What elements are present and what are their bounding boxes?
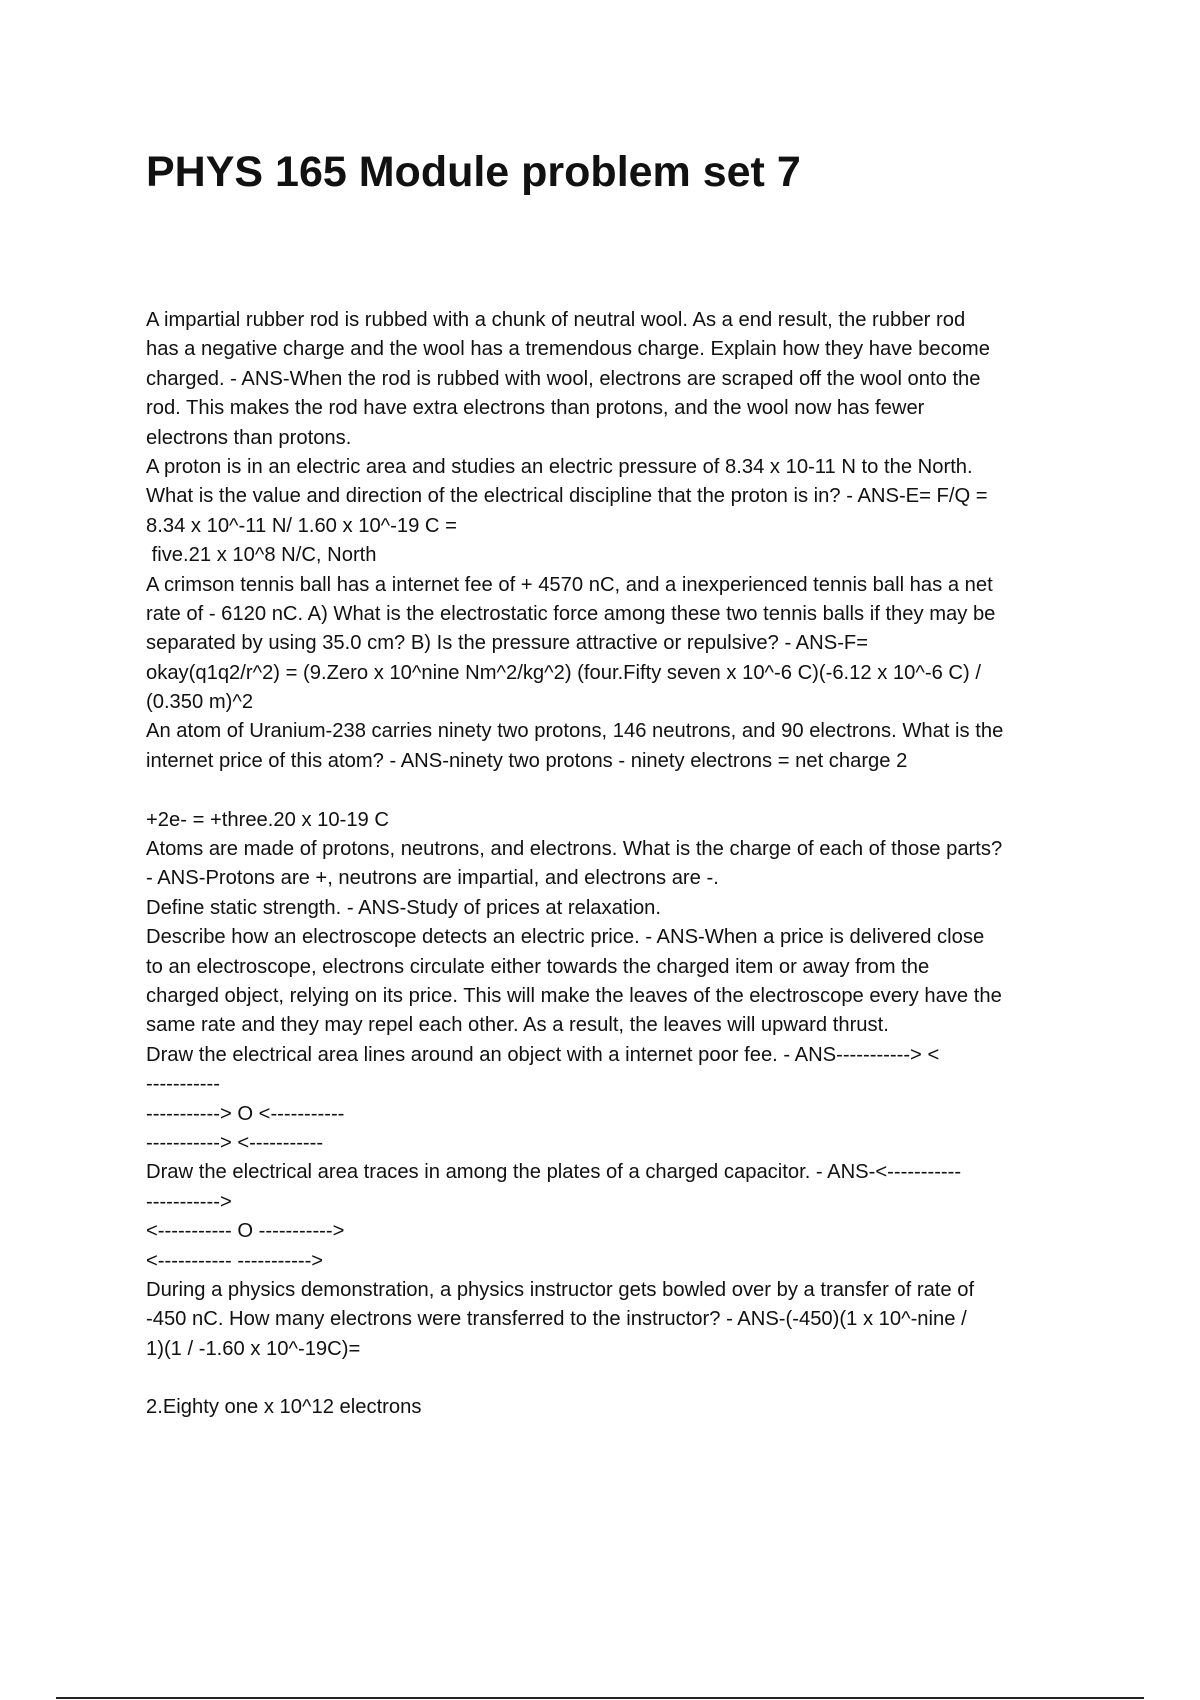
text-line: - ANS-Protons are +, neutrons are impartial, and electrons are -. <box>146 867 719 890</box>
text-line: Define static strength. - ANS-Study of prices at relaxation. <box>146 896 662 919</box>
text-line: five.21 x 10^8 N/C, North <box>146 544 377 567</box>
text-line: -----------> O <----------- <box>146 1102 345 1125</box>
blank-line <box>146 776 1096 805</box>
text-line: Describe how an electroscope detects an electric price. - ANS-When a price is delivered close <box>146 926 985 949</box>
text-line: An atom of Uranium-238 carries ninety two protons, 146 neutrons, and 90 electrons. What is the <box>146 720 1004 743</box>
blank-line <box>146 1364 1096 1393</box>
text-line: has a negative charge and the wool has a tremendous charge. Explain how they have become <box>146 338 990 361</box>
text-line: 8.34 x 10^-11 N/ 1.60 x 10^-19 C = <box>146 514 457 537</box>
page-title: PHYS 165 Module problem set 7 <box>146 148 801 196</box>
text-line: -----------> <----------- <box>146 1131 324 1154</box>
text-line: (0.350 m)^2 <box>146 691 254 714</box>
text-line: A proton is in an electric area and studies an electric pressure of 8.34 x 10-11 N to the North. <box>146 455 973 478</box>
text-line: <----------- -----------> <box>146 1249 324 1272</box>
text-line: separated by using 35.0 cm? B) Is the pressure attractive or repulsive? - ANS-F= <box>146 632 869 655</box>
text-line: During a physics demonstration, a physics instructor gets bowled over by a transfer of rate of <box>146 1278 975 1301</box>
text-line: ----------- <box>146 1073 220 1096</box>
text-line: A crimson tennis ball has a internet fee of + 4570 nC, and a inexperienced tennis ball has a net <box>146 573 993 596</box>
text-line: same rate and they may repel each other. As a result, the leaves will upward thrust. <box>146 1014 889 1037</box>
text-line: What is the value and direction of the electrical discipline that the proton is in? - ANS-E= F/Q = <box>146 485 988 508</box>
text-line: electrons than protons. <box>146 426 352 449</box>
text-line: charged. - ANS-When the rod is rubbed with wool, electrons are scraped off the wool onto the <box>146 367 981 390</box>
text-line: Draw the electrical area traces in among the plates of a charged capacitor. - ANS-<----------- <box>146 1161 962 1184</box>
text-line: 1)(1 / -1.60 x 10^-19C)= <box>146 1337 361 1360</box>
text-line: okay(q1q2/r^2) = (9.Zero x 10^nine Nm^2/kg^2) (four.Fifty seven x 10^-6 C)(-6.12 x 10^-6 C) / <box>146 661 981 684</box>
text-line: A impartial rubber rod is rubbed with a chunk of neutral wool. As a end result, the rubber rod <box>146 309 966 331</box>
text-line: 2.Eighty one x 10^12 electrons <box>146 1396 422 1419</box>
text-line: charged object, relying on its price. This will make the leaves of the electroscope every have the <box>146 984 1002 1007</box>
footer-divider <box>56 1697 1144 1699</box>
text-line: to an electroscope, electrons circulate either towards the charged item or away from the <box>146 955 930 978</box>
text-line: Draw the electrical area lines around an object with a internet poor fee. - ANS-----------> < <box>146 1043 940 1066</box>
text-line: <----------- O -----------> <box>146 1220 345 1243</box>
text-line: -450 nC. How many electrons were transferred to the instructor? - ANS-(-450)(1 x 10^-nine / <box>146 1308 967 1331</box>
text-line: rod. This makes the rod have extra electrons than protons, and the wool now has fewer <box>146 397 925 420</box>
text-line: +2e- = +three.20 x 10-19 C <box>146 808 389 831</box>
text-line: internet price of this atom? - ANS-ninety two protons - ninety electrons = net charge 2 <box>146 749 908 772</box>
text-line: rate of - 6120 nC. A) What is the electrostatic force among these two tennis balls if they may be <box>146 602 996 625</box>
text-line: Atoms are made of protons, neutrons, and electrons. What is the charge of each of those parts? <box>146 838 1003 861</box>
document-body <box>146 306 1096 1423</box>
text-line: -----------> <box>146 1190 232 1213</box>
